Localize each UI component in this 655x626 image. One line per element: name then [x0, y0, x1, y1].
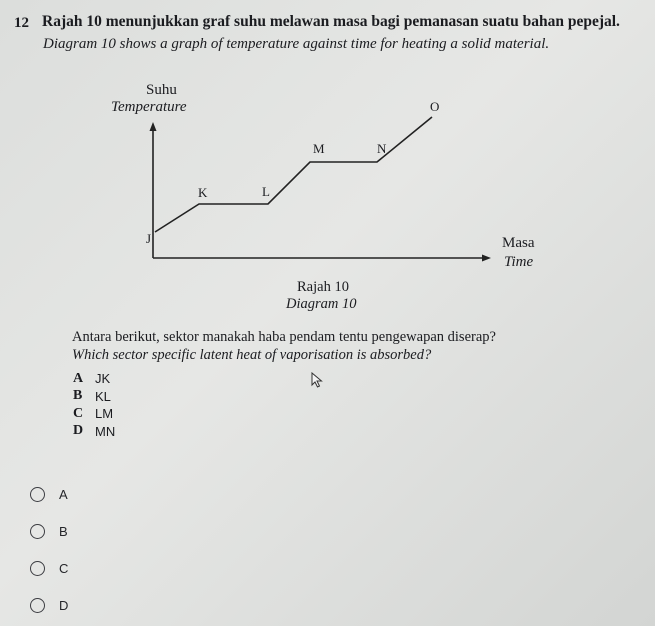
- point-label-o: O: [430, 99, 440, 114]
- diagram-caption-malay: Rajah 10: [297, 279, 349, 295]
- answer-choice-label: D: [59, 598, 69, 613]
- answer-choice-c[interactable]: [30, 550, 68, 587]
- point-label-l: L: [262, 184, 270, 199]
- prompt-text-malay: Antara berikut, sektor manakah haba pendam tentu pengewapan diserap?: [72, 329, 496, 345]
- question-number: 12: [14, 15, 29, 31]
- printed-option-letter: A: [73, 370, 84, 386]
- question-text-english: Diagram 10 shows a graph of temperature against time for heating a solid material.: [43, 36, 550, 52]
- mouse-pointer-icon: [311, 372, 323, 388]
- heating-curve: [155, 117, 432, 232]
- answer-choice-label: B: [59, 524, 68, 539]
- printed-option-letter: B: [73, 388, 83, 404]
- printed-option-text: MN: [95, 423, 116, 439]
- printed-option-letter: C: [73, 405, 84, 421]
- radio-button-icon[interactable]: [30, 561, 45, 576]
- answer-choice-label: C: [59, 561, 69, 576]
- x-axis-label-english: Time: [504, 254, 534, 270]
- printed-option-b: [73, 388, 115, 406]
- y-axis-label-english: Temperature: [111, 99, 187, 115]
- printed-option-letter: D: [73, 423, 84, 439]
- radio-button-icon[interactable]: [30, 524, 45, 539]
- answer-choice-d[interactable]: [30, 587, 68, 624]
- printed-option-d: [73, 423, 115, 441]
- x-axis-arrowhead: [482, 255, 491, 262]
- answer-choice-a[interactable]: [30, 476, 68, 513]
- answer-choice-label: A: [59, 487, 68, 502]
- point-label-j: J: [146, 231, 152, 246]
- y-axis-arrowhead: [150, 122, 157, 131]
- radio-button-icon[interactable]: [30, 487, 45, 502]
- printed-option-a: [73, 370, 115, 388]
- printed-options-list: [73, 370, 115, 440]
- prompt-text-english: Which sector specific latent heat of vaporisation is absorbed?: [72, 347, 432, 363]
- point-label-k: K: [198, 185, 208, 200]
- answer-choice-b[interactable]: [30, 513, 68, 550]
- point-label-n: N: [377, 141, 387, 156]
- y-axis-label-malay: Suhu: [146, 82, 177, 98]
- radio-button-icon[interactable]: [30, 598, 45, 613]
- point-label-m: M: [313, 141, 325, 156]
- answer-choices: [30, 476, 68, 624]
- question-text-malay: Rajah 10 menunjukkan graf suhu melawan masa bagi pemanasan suatu bahan pepejal.: [42, 13, 620, 30]
- printed-option-c: [73, 405, 115, 423]
- diagram-caption-english: Diagram 10: [286, 296, 357, 312]
- printed-option-text: KL: [95, 388, 111, 404]
- printed-option-text: LM: [95, 406, 114, 422]
- printed-option-text: JK: [95, 371, 111, 387]
- x-axis-label-malay: Masa: [502, 235, 535, 251]
